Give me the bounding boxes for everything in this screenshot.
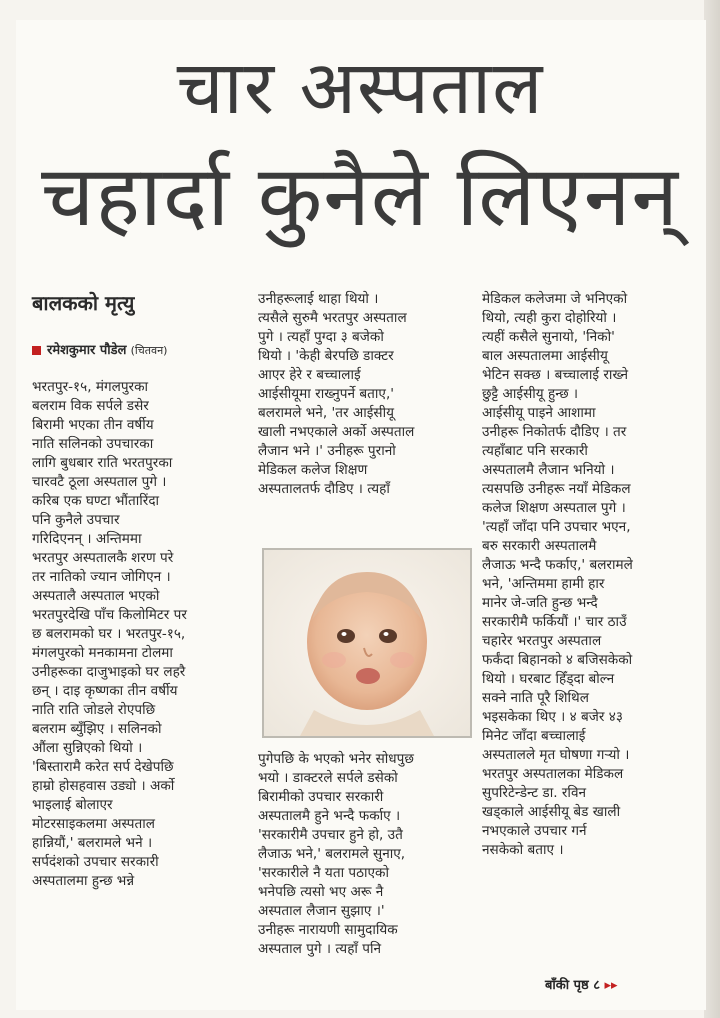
column-2-text-top xyxy=(258,290,463,499)
text-line: बलरामले भने, 'तर आईसीयू xyxy=(258,405,394,421)
text-line: सर्पदंशको उपचार सरकारी xyxy=(32,854,159,870)
column-1-text xyxy=(32,378,237,891)
column-2-text-bottom xyxy=(258,750,463,959)
text-line: मेडिकल कलेज शिक्षण xyxy=(258,462,368,478)
text-line: पनि कुनैले उपचार xyxy=(32,512,120,528)
text-line: थियो, त्यही कुरा दोहोरियो । xyxy=(482,310,617,326)
text-line: मिनेट जाँदा बच्चालाई xyxy=(482,728,586,744)
text-line: 'त्यहाँ जाँदा पनि उपचार भएन, xyxy=(482,519,631,535)
text-line: भरतपुरदेखि पाँच किलोमिटर पर xyxy=(32,607,187,623)
text-line: थियो । 'केही बेरपछि डाक्टर xyxy=(258,348,394,364)
text-line: उनीहरूलाई थाहा थियो । xyxy=(258,291,379,307)
text-line: बाल अस्पतालमा आईसीयू xyxy=(482,348,608,364)
page-edge xyxy=(704,0,720,1018)
text-line: सरकारीमै फर्कियौं ।' चार ठाउँ xyxy=(482,614,627,630)
text-line: कलेज शिक्षण अस्पताल पुगे । xyxy=(482,500,626,516)
byline-place: (चितवन) xyxy=(130,344,168,357)
continued-label: बाँकी पृष्ठ ८ xyxy=(545,978,600,993)
text-line: नभएकाले उपचार गर्न xyxy=(482,823,587,839)
text-line: थियो । घरबाट हिँड्दा बोल्न xyxy=(482,671,615,687)
text-line: आएर हेरे र बच्चालाई xyxy=(258,367,361,383)
bullet-square-icon xyxy=(32,346,41,355)
text-line: भरतपुर अस्पतालका मेडिकल xyxy=(482,766,624,782)
text-line: मोटरसाइकलमा अस्पताल xyxy=(32,816,155,832)
text-line: अस्पतालतर्फ दौडिए । त्यहाँ xyxy=(258,481,390,497)
text-line: छन् । दाइ कृष्णका तीन वर्षीय xyxy=(32,683,178,699)
text-line: आईसीयूमा राख्नुपर्ने बताए,' xyxy=(258,386,394,402)
text-line: चारवटै ठूला अस्पताल पुगे । xyxy=(32,474,167,490)
article-column-3 xyxy=(482,290,687,860)
child-photo xyxy=(262,548,472,738)
text-line: भने, 'अन्तिममा हामी हार xyxy=(482,576,605,592)
text-line: उनीहरू निकोतर्फ दौडिए । तर xyxy=(482,424,627,440)
article-column-2-bottom xyxy=(258,750,463,959)
text-line: खाली नभएकाले अर्को अस्पताल xyxy=(258,424,415,440)
text-line: भनेपछि त्यसो भए अरू नै xyxy=(258,884,384,900)
text-line: हाम्रो होसहवास उड्यो । अर्को xyxy=(32,778,175,794)
text-line: बिरामीको उपचार सरकारी xyxy=(258,789,384,805)
text-line: 'सरकारीमै उपचार हुने हो, उतै xyxy=(258,827,403,843)
text-line: छुट्टै आईसीयू हुन्छ । xyxy=(482,386,579,402)
text-line: भरतपुर-१५, मंगलपुरका xyxy=(32,379,149,395)
text-line: तर नातिको ज्यान जोगिएन । xyxy=(32,569,171,585)
byline xyxy=(32,342,237,360)
text-line: पुगेपछि के भएको भनेर सोधपुछ xyxy=(258,751,414,767)
text-line: अस्पतालमै लैजान भनियो । xyxy=(482,462,615,478)
continued-on-page xyxy=(545,975,618,993)
text-line: नाति सलिनको उपचारका xyxy=(32,436,154,452)
text-line: हान्नियौं,' बलरामले भने । xyxy=(32,835,153,851)
text-line: अस्पताल लैजान सुझाए ।' xyxy=(258,903,385,919)
text-line: सक्ने नाति पूरै शिथिल xyxy=(482,690,589,706)
text-line: त्यसपछि उनीहरू नयाँ मेडिकल xyxy=(482,481,631,497)
text-line: अस्पतालै अस्पताल भएको xyxy=(32,588,160,604)
text-line: त्यसैले सुरुमै भरतपुर अस्पताल xyxy=(258,310,407,326)
text-line: त्यहीं कसैले सुनायो, 'निको' xyxy=(482,329,615,345)
text-line: आईसीयू पाइने आशामा xyxy=(482,405,596,421)
byline-name: रमेशकुमार पौडेल xyxy=(47,343,127,358)
text-line: गरिदिएनन् । अन्तिममा xyxy=(32,531,142,547)
article-column-1 xyxy=(32,290,237,891)
text-line: मेडिकल कलेजमा जे भनिएको xyxy=(482,291,628,307)
double-arrow-icon: ▸▸ xyxy=(604,978,618,993)
text-line: सुपरिटेन्डेन्ट डा. रविन xyxy=(482,785,587,801)
text-line: फर्कंदा बिहानको ४ बजिसकेको xyxy=(482,652,633,668)
text-line: अस्पतालमै हुने भन्दै फर्काए । xyxy=(258,808,401,824)
text-line: लैजाऊ भने,' बलरामले सुनाए, xyxy=(258,846,406,862)
text-line: मंगलपुरको मनकामना टोलमा xyxy=(32,645,173,661)
text-line: बलराम विक सर्पले डसेर xyxy=(32,398,149,414)
text-line: नाति राति जोडले रोएपछि xyxy=(32,702,156,718)
text-line: भरतपुर अस्पतालकै शरण परे xyxy=(32,550,174,566)
child-photo-image xyxy=(264,550,470,736)
text-line: भेटिन सक्छ । बच्चालाई राख्ने xyxy=(482,367,629,383)
text-line: उनीहरूका दाजुभाइको घर लहरै xyxy=(32,664,186,680)
text-line: 'सरकारीले नै यता पठाएको xyxy=(258,865,390,881)
text-line: बलराम ब्युँझिए । सलिनको xyxy=(32,721,162,737)
text-line: चहारेर भरतपुर अस्पताल xyxy=(482,633,602,649)
headline-line-2: चहार्दा कुनैले लिएनन् xyxy=(41,147,679,245)
text-line: लागि बुधबार राति भरतपुरका xyxy=(32,455,173,471)
text-line: लैजान भने ।' उनीहरू पुरानो xyxy=(258,443,396,459)
text-line: नसकेको बताए । xyxy=(482,842,564,858)
text-line: खड्काले आईसीयू बेड खाली xyxy=(482,804,621,820)
text-line: लैजाऊ भन्दै फर्काए,' बलरामले xyxy=(482,557,633,573)
column-3-text xyxy=(482,290,687,860)
text-line: भाइलाई बोलाएर xyxy=(32,797,113,813)
headline-line-1: चार अस्पताल xyxy=(176,45,544,131)
article-column-2 xyxy=(258,290,463,499)
text-line: छ बलरामको घर । भरतपुर-१५, xyxy=(32,626,186,642)
text-line: अस्पतालमा हुन्छ भन्ने xyxy=(32,873,135,889)
section-heading: बालकको मृत्यु xyxy=(32,291,135,315)
text-line: अस्पताल पुगे । त्यहाँ पनि xyxy=(258,941,382,957)
text-line: 'बिस्तारामै करेत सर्प देखेपछि xyxy=(32,759,174,775)
text-line: भइसकेका थिए । ४ बजेर ४३ xyxy=(482,709,623,725)
text-line: भयो । डाक्टरले सर्पले डसेको xyxy=(258,770,398,786)
text-line: उनीहरू नारायणी सामुदायिक xyxy=(258,922,398,938)
text-line: मानेर जे-जति हुन्छ भन्दै xyxy=(482,595,598,611)
text-line: करिब एक घण्टा भौंतारिंदा xyxy=(32,493,160,509)
text-line: अस्पतालले मृत घोषणा गर्‍यो । xyxy=(482,747,630,763)
text-line: पुगे । त्यहाँ पुग्दा ३ बजेको xyxy=(258,329,384,345)
text-line: बरु सरकारी अस्पतालमै xyxy=(482,538,597,554)
text-line: औंला सुन्निएको थियो । xyxy=(32,740,143,756)
text-line: बिरामी भएका तीन वर्षीय xyxy=(32,417,154,433)
text-line: त्यहाँबाट पनि सरकारी xyxy=(482,443,588,459)
